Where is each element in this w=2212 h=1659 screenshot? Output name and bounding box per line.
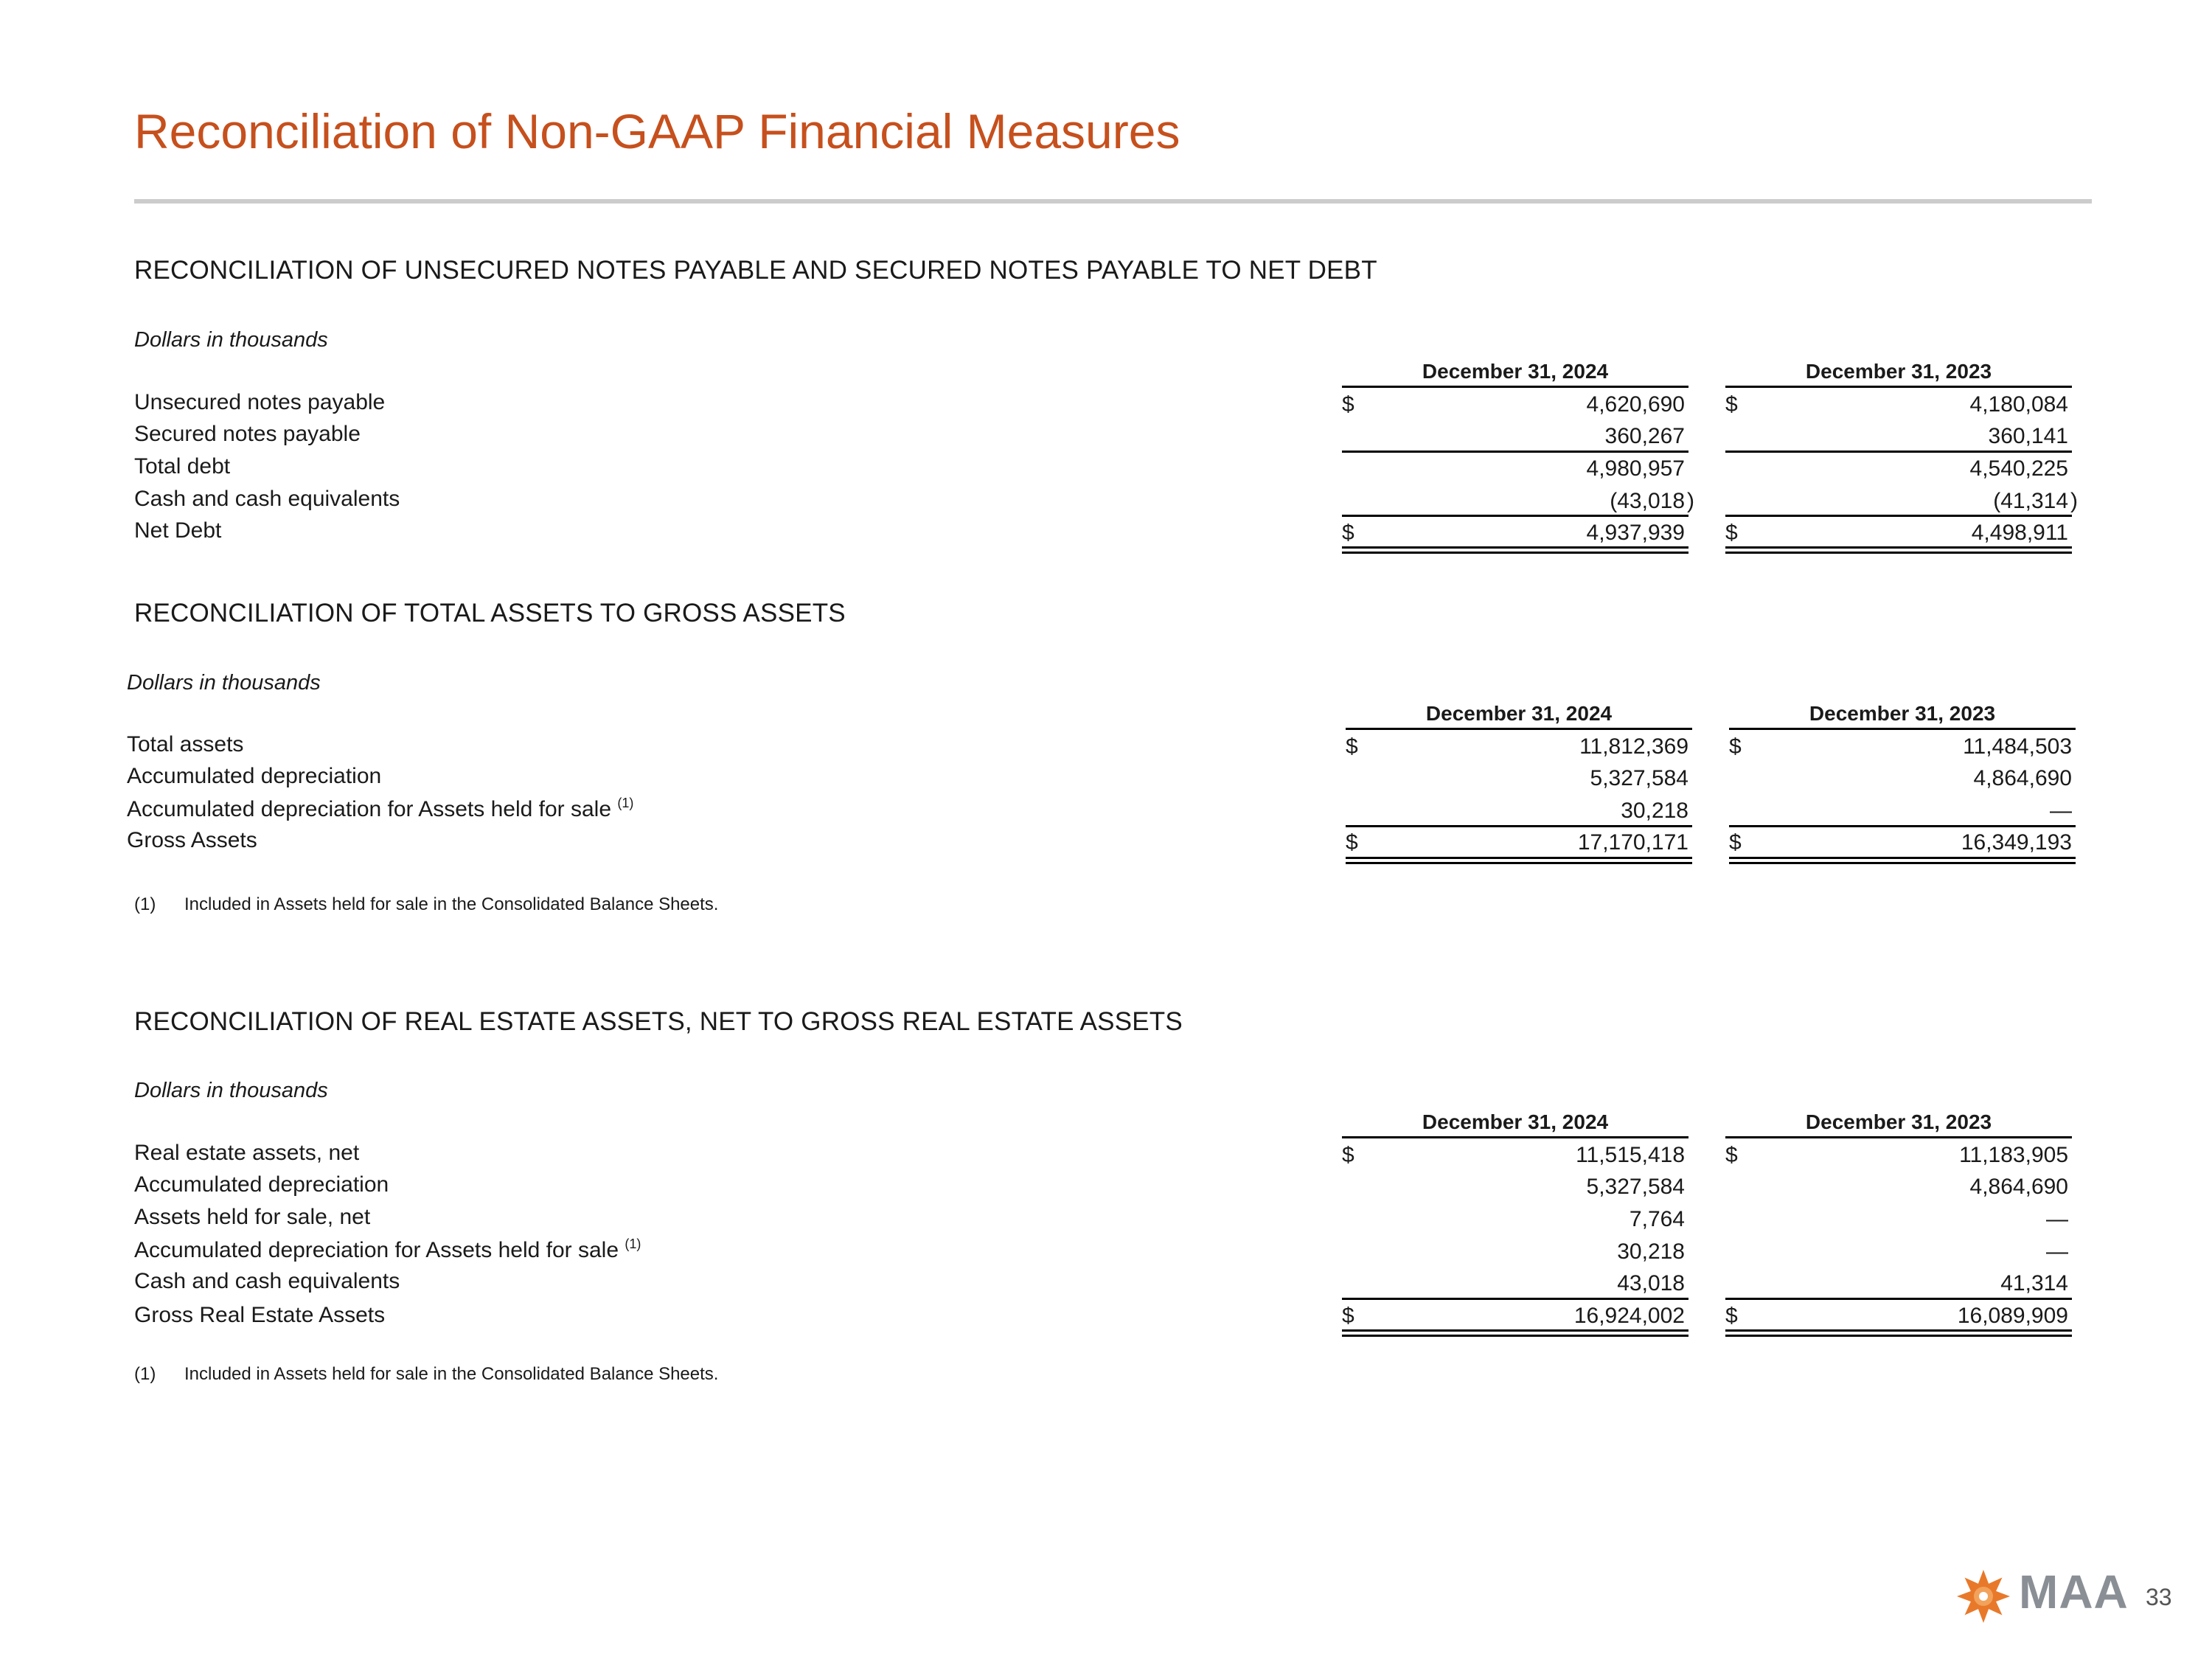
column-header-2024: December 31, 2024: [1425, 702, 1613, 725]
value-cell: 30,218: [1621, 799, 1688, 823]
subtotal-rule: [1346, 825, 1692, 827]
section-heading: RECONCILIATION OF UNSECURED NOTES PAYABLE AND SECURED NOTES PAYABLE TO NET DEBT: [134, 256, 1377, 285]
footnote-marker: (1): [617, 796, 634, 810]
units-note: Dollars in thousands: [134, 328, 328, 352]
maa-logo-text: MAA: [2019, 1565, 2129, 1618]
row-label: Secured notes payable: [134, 422, 361, 446]
column-header-2024: December 31, 2024: [1422, 360, 1609, 383]
value-cell: 7,764: [1629, 1207, 1685, 1231]
column-header-2023: December 31, 2023: [1809, 702, 1996, 725]
value-cell: 360,267: [1604, 424, 1685, 448]
value-cell: 4,980,957: [1586, 456, 1685, 481]
dollar-sign: $: [1725, 1304, 1738, 1328]
footnote-number: (1): [134, 894, 156, 914]
row-label: Cash and cash equivalents: [134, 487, 400, 511]
value-cell: 16,089,909: [1957, 1304, 2068, 1328]
header-underline: [1729, 728, 2076, 730]
dollar-sign: $: [1729, 830, 1742, 855]
column-header-2023: December 31, 2023: [1805, 360, 1992, 383]
footnote-text: Included in Assets held for sale in the Consolidated Balance Sheets.: [184, 1364, 719, 1384]
row-label: Total assets: [127, 732, 244, 757]
value-cell: —: [2046, 1239, 2068, 1264]
value-cell: 4,540,225: [1969, 456, 2068, 481]
value-cell: —: [2050, 799, 2072, 823]
footnote-text: Included in Assets held for sale in the Consolidated Balance Sheets.: [184, 894, 719, 914]
value-cell: 30,218: [1617, 1239, 1685, 1264]
row-label: Net Debt: [134, 518, 222, 543]
value-cell: 4,498,911: [1971, 521, 2068, 545]
dollar-sign: $: [1725, 521, 1738, 545]
total-double-rule: [1725, 546, 2072, 554]
section-heading: RECONCILIATION OF TOTAL ASSETS TO GROSS ASSETS: [134, 599, 846, 627]
value-cell: 4,620,690: [1586, 392, 1685, 417]
dollar-sign: $: [1346, 830, 1358, 855]
value-cell: 11,183,905: [1959, 1143, 2068, 1167]
subtotal-rule: [1342, 451, 1688, 453]
dollar-sign: $: [1342, 392, 1354, 417]
row-label: Assets held for sale, net: [134, 1205, 371, 1229]
row-label: Total debt: [134, 454, 231, 479]
subtotal-rule: [1342, 1298, 1688, 1300]
subtotal-rule: [1725, 451, 2072, 453]
value-cell: (43,018: [1610, 489, 1685, 513]
value-cell: 11,812,369: [1579, 734, 1688, 759]
total-double-rule: [1725, 1329, 2072, 1337]
value-cell: (41,314: [1993, 489, 2068, 513]
dollar-sign: $: [1342, 1304, 1354, 1328]
close-paren: ): [2070, 489, 2078, 513]
total-double-rule: [1342, 1329, 1688, 1337]
value-cell: 11,515,418: [1576, 1143, 1685, 1167]
value-cell: 360,141: [1988, 424, 2068, 448]
dollar-sign: $: [1729, 734, 1742, 759]
units-note: Dollars in thousands: [127, 671, 321, 695]
subtotal-rule: [1342, 515, 1688, 517]
value-cell: 4,180,084: [1969, 392, 2068, 417]
row-label: Accumulated depreciation: [127, 764, 382, 788]
header-underline: [1725, 386, 2072, 388]
total-double-rule: [1729, 857, 2076, 864]
dollar-sign: $: [1725, 392, 1738, 417]
column-header-2024: December 31, 2024: [1422, 1110, 1609, 1133]
row-label: Unsecured notes payable: [134, 390, 386, 414]
page-title: Reconciliation of Non-GAAP Financial Measures: [134, 104, 1180, 159]
title-divider: [134, 199, 2092, 204]
value-cell: 17,170,171: [1577, 830, 1688, 855]
value-cell: 5,327,584: [1590, 766, 1688, 790]
row-label: Gross Assets: [127, 828, 257, 852]
value-cell: 16,924,002: [1573, 1304, 1685, 1328]
footnote-marker: (1): [625, 1237, 641, 1251]
column-header-2023: December 31, 2023: [1805, 1110, 1992, 1133]
section-heading: RECONCILIATION OF REAL ESTATE ASSETS, NET TO GROSS REAL ESTATE ASSETS: [134, 1007, 1183, 1036]
value-cell: 11,484,503: [1963, 734, 2072, 759]
value-cell: 41,314: [2000, 1271, 2068, 1295]
header-underline: [1342, 1136, 1688, 1138]
page-number: 33: [2146, 1584, 2172, 1610]
value-cell: 4,864,690: [1969, 1175, 2068, 1199]
row-label: Gross Real Estate Assets: [134, 1303, 386, 1327]
value-cell: 43,018: [1617, 1271, 1685, 1295]
subtotal-rule: [1729, 825, 2076, 827]
footnote-number: (1): [134, 1364, 156, 1384]
dollar-sign: $: [1346, 734, 1358, 759]
header-underline: [1342, 386, 1688, 388]
dollar-sign: $: [1342, 1143, 1354, 1167]
value-cell: 4,937,939: [1586, 521, 1685, 545]
subtotal-rule: [1725, 1298, 2072, 1300]
subtotal-rule: [1725, 515, 2072, 517]
row-label: Accumulated depreciation for Assets held for sale $^{(1)}$: [134, 1237, 641, 1262]
row-label: Cash and cash equivalents: [134, 1269, 400, 1293]
maa-logo-icon: [1954, 1567, 2013, 1626]
units-note: Dollars in thousands: [134, 1079, 328, 1102]
value-cell: —: [2046, 1207, 2068, 1231]
dollar-sign: $: [1342, 521, 1354, 545]
row-label: Real estate assets, net: [134, 1141, 360, 1165]
dollar-sign: $: [1725, 1143, 1738, 1167]
value-cell: 16,349,193: [1961, 830, 2072, 855]
value-cell: 5,327,584: [1586, 1175, 1685, 1199]
row-label: Accumulated depreciation: [134, 1172, 389, 1197]
close-paren: ): [1687, 489, 1694, 513]
header-underline: [1725, 1136, 2072, 1138]
header-underline: [1346, 728, 1692, 730]
total-double-rule: [1342, 546, 1688, 554]
row-label: Accumulated depreciation for Assets held for sale $^{(1)}$: [127, 796, 634, 821]
value-cell: 4,864,690: [1973, 766, 2072, 790]
total-double-rule: [1346, 857, 1692, 864]
